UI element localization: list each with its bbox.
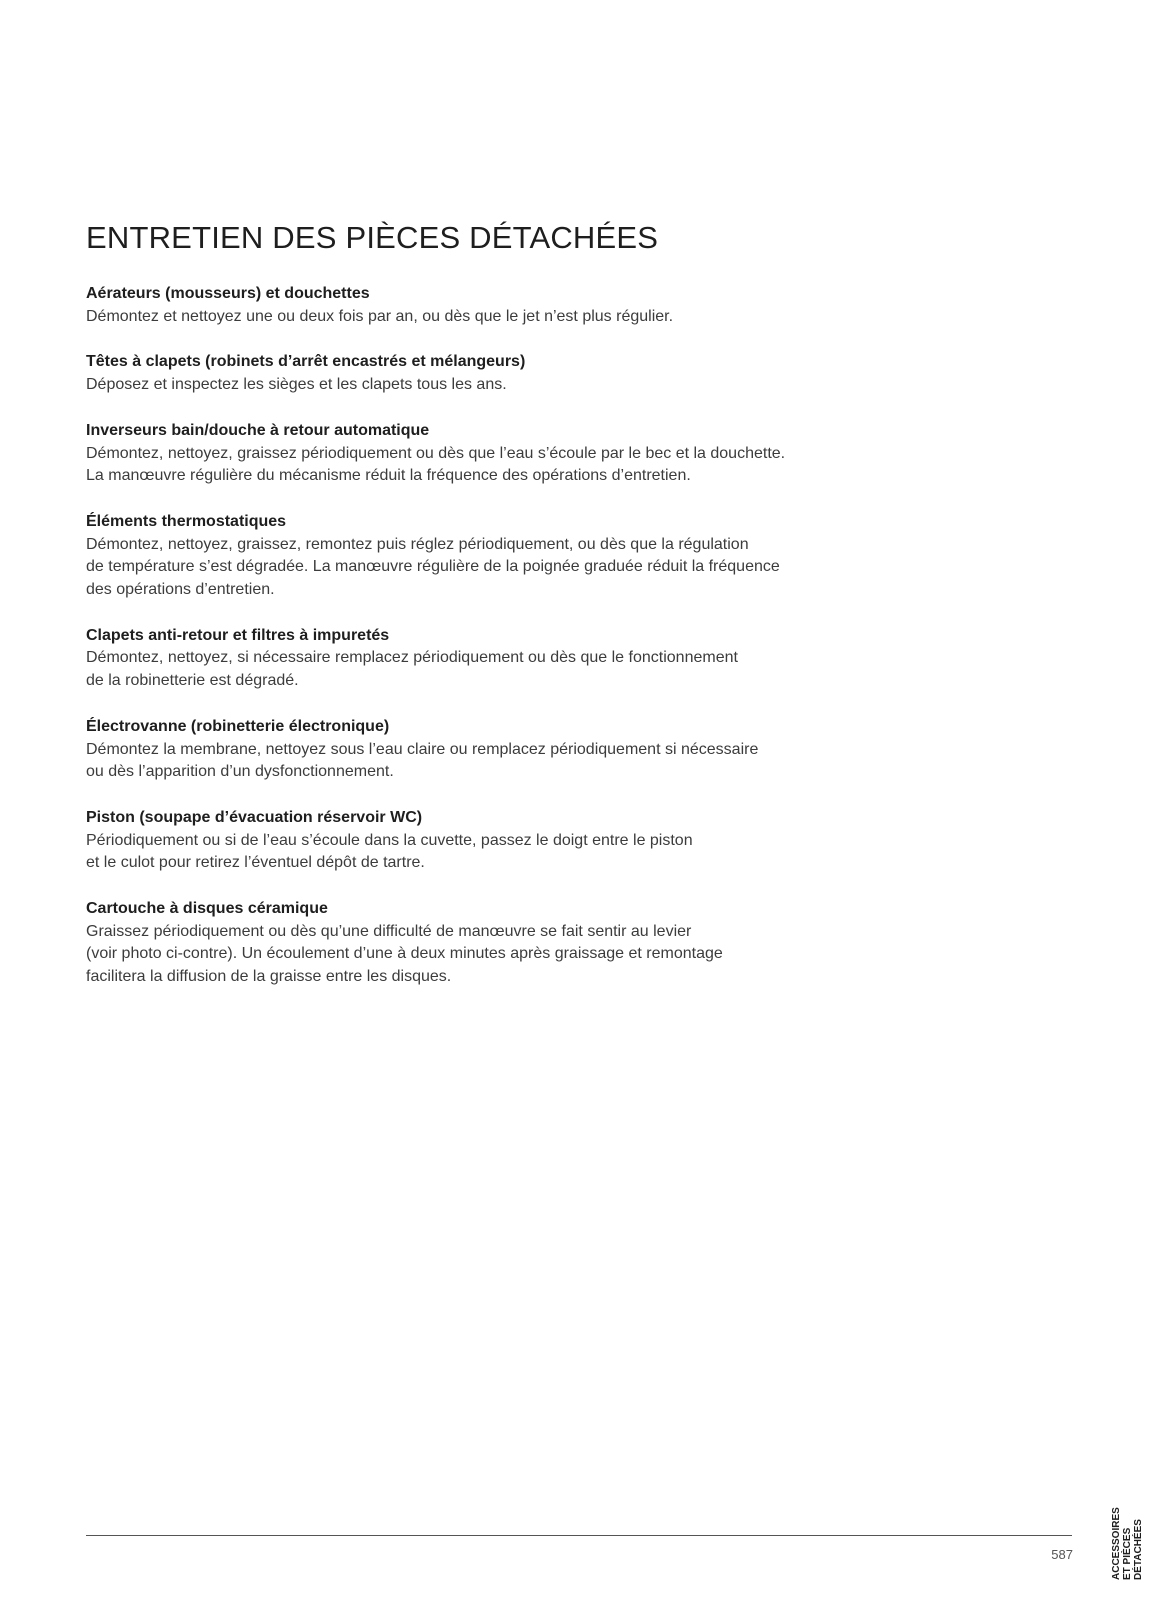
side-tab-line: ET PIÈCES xyxy=(1122,1527,1133,1580)
side-tab-line: DÉTACHÉES xyxy=(1133,1519,1144,1580)
section-text: Graissez périodiquement ou dès qu’une difficulté de manœuvre se fait sentir au levier xyxy=(86,922,692,940)
section-text: de température s’est dégradée. La manœuvre régulière de la poignée graduée réduit la fréquence xyxy=(86,558,780,576)
section-text: Périodiquement ou si de l’eau s’écoule dans la cuvette, passez le doigt entre le piston xyxy=(86,831,693,849)
section-thermostatiques xyxy=(86,511,866,602)
section-tetes-a-clapets xyxy=(86,351,866,396)
section-text: et le culot pour retirez l’éventuel dépôt de tartre. xyxy=(86,854,425,872)
side-tab-line: ACCESSOIRES xyxy=(1111,1507,1122,1580)
section-aerateurs xyxy=(86,283,866,328)
section-clapets-anti-retour xyxy=(86,625,866,693)
page-title: ENTRETIEN DES PIÈCES DÉTACHÉES xyxy=(86,220,659,255)
maintenance-sections xyxy=(86,283,866,1012)
section-text: Déposez et inspectez les sièges et les clapets tous les ans. xyxy=(86,376,507,394)
section-heading: Piston (soupape d’évacuation réservoir WC) xyxy=(86,808,423,826)
section-inverseurs xyxy=(86,420,866,488)
section-heading: Aérateurs (mousseurs) et douchettes xyxy=(86,285,370,302)
section-electrovanne xyxy=(86,716,866,784)
section-text: Démontez, nettoyez, graissez périodiquement ou dès que l’eau s’écoule par le bec et la douchette. xyxy=(86,444,786,462)
section-text: Démontez, nettoyez, graissez, remontez puis réglez périodiquement, ou dès que la régulation xyxy=(86,535,749,553)
section-piston xyxy=(86,807,866,875)
section-text: Démontez la membrane, nettoyez sous l’eau claire ou remplacez périodiquement si nécessaire xyxy=(86,740,759,758)
section-heading: Éléments thermostatiques xyxy=(86,512,287,530)
section-text: Démontez et nettoyez une ou deux fois par an, ou dès que le jet n’est plus régulier. xyxy=(86,307,674,325)
section-text: Démontez, nettoyez, si nécessaire remplacez périodiquement ou dès que le fonctionnement xyxy=(86,649,738,667)
section-text: ou dès l’apparition d’un dysfonctionnement. xyxy=(86,763,394,781)
footer-divider xyxy=(86,1535,1072,1536)
section-heading: Têtes à clapets (robinets d’arrêt encastrés et mélangeurs) xyxy=(86,353,526,371)
section-text: de la robinetterie est dégradé. xyxy=(86,672,299,690)
section-heading: Électrovanne (robinetterie électronique) xyxy=(86,717,390,735)
section-text: des opérations d’entretien. xyxy=(86,581,275,599)
section-text: facilitera la diffusion de la graisse entre les disques. xyxy=(86,968,452,986)
section-heading: Inverseurs bain/douche à retour automatique xyxy=(86,421,430,439)
page-number: 587 xyxy=(1051,1547,1073,1562)
section-side-tab xyxy=(1111,1470,1144,1580)
section-text: (voir photo ci-contre). Un écoulement d’une à deux minutes après graissage et remontage xyxy=(86,945,723,963)
section-heading: Cartouche à disques céramique xyxy=(86,900,328,918)
section-text: La manœuvre régulière du mécanisme réduit la fréquence des opérations d’entretien. xyxy=(86,467,691,485)
section-heading: Clapets anti-retour et filtres à impuretés xyxy=(86,626,390,644)
section-cartouche xyxy=(86,898,866,989)
